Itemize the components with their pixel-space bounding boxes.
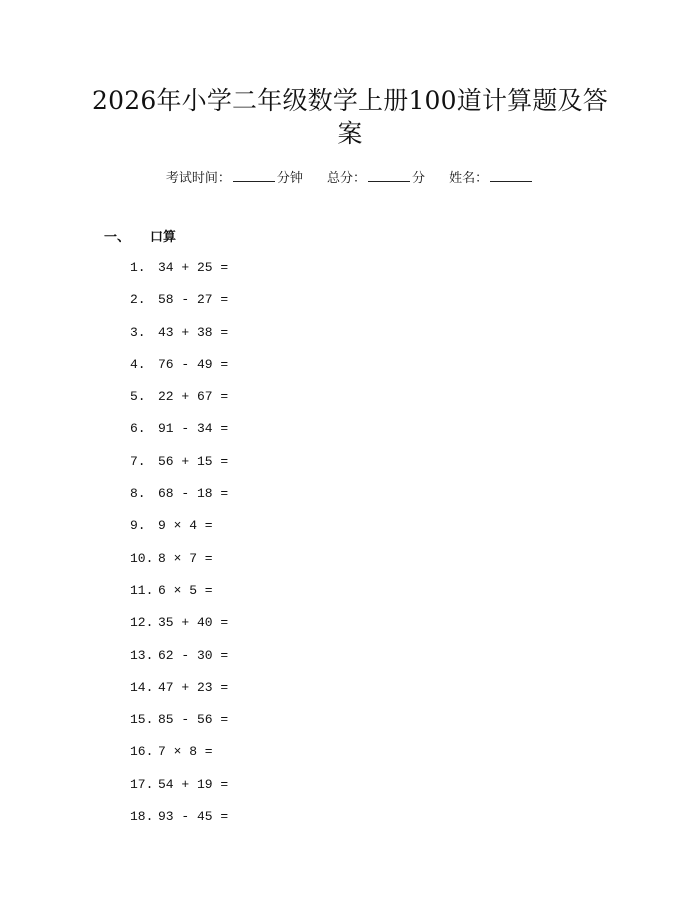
total-score-unit: 分 (412, 171, 426, 186)
problem-number: 16. (130, 744, 154, 760)
problem-expression: 76 - 49 = (158, 356, 229, 372)
problem-item (130, 808, 228, 840)
section-heading (104, 229, 176, 247)
problem-expression: 62 - 30 = (158, 647, 229, 663)
problem-item (130, 420, 228, 452)
name-field (449, 169, 534, 188)
problem-expression: 6 × 5 = (158, 582, 213, 598)
section-title: 口算 (150, 230, 177, 245)
problem-expression: 85 - 56 = (158, 712, 229, 728)
problem-expression: 54 + 19 = (158, 776, 229, 792)
problem-expression: 22 + 67 = (158, 389, 229, 405)
exam-time-field (166, 169, 303, 188)
section-number: 一、 (104, 230, 131, 245)
problem-list (130, 259, 228, 840)
problem-number: 4. (130, 356, 146, 372)
problem-number: 2. (130, 292, 146, 308)
problem-number: 14. (130, 679, 154, 695)
problem-item (130, 550, 228, 582)
exam-time-unit: 分钟 (276, 171, 303, 186)
problem-expression: 56 + 15 = (158, 453, 229, 469)
problem-expression: 68 - 18 = (158, 486, 229, 502)
exam-time-blank[interactable] (233, 169, 275, 182)
problem-item (130, 614, 228, 646)
name-blank[interactable] (490, 169, 532, 182)
total-score-label: 总分： (326, 171, 366, 186)
problem-expression: 91 - 34 = (158, 421, 229, 437)
problem-number: 1. (130, 260, 146, 275)
problem-item (130, 743, 228, 775)
problem-expression: 9 × 4 = (158, 518, 213, 534)
problem-item (130, 259, 228, 291)
problem-expression: 93 - 45 = (158, 809, 229, 825)
problem-item (130, 356, 228, 388)
problem-expression: 8 × 7 = (158, 550, 213, 566)
document-title: 2026年小学二年级数学上册100道计算题及答案 (92, 86, 608, 148)
problem-number: 13. (130, 647, 154, 663)
exam-time-label: 考试时间： (165, 171, 231, 186)
problem-expression: 7 × 8 = (158, 744, 213, 760)
problem-item (130, 485, 228, 517)
problem-expression: 34 + 25 = (158, 260, 229, 275)
problem-item (130, 324, 228, 356)
total-score-field (327, 169, 425, 188)
problem-item (130, 776, 228, 808)
problem-expression: 58 - 27 = (158, 292, 229, 308)
problem-number: 7. (130, 453, 146, 469)
problem-number: 5. (130, 389, 146, 405)
problem-number: 18. (130, 809, 154, 825)
exam-info-line (0, 169, 700, 188)
problem-number: 3. (130, 324, 146, 340)
problem-number: 17. (130, 776, 154, 792)
problem-item (130, 647, 228, 679)
problem-expression: 35 + 40 = (158, 615, 229, 631)
problem-number: 8. (130, 486, 146, 502)
problem-item (130, 291, 228, 323)
problem-expression: 47 + 23 = (158, 679, 229, 695)
problem-item (130, 453, 228, 485)
problem-number: 11. (130, 582, 154, 598)
problem-expression: 43 + 38 = (158, 324, 229, 340)
name-label: 姓名： (449, 171, 489, 186)
problem-item (130, 582, 228, 614)
problem-item (130, 711, 228, 743)
problem-item (130, 388, 228, 420)
total-score-blank[interactable] (368, 169, 410, 182)
problem-number: 12. (130, 615, 154, 631)
problem-item (130, 679, 228, 711)
problem-number: 6. (130, 421, 146, 437)
problem-number: 15. (130, 712, 154, 728)
problem-item (130, 517, 228, 549)
problem-number: 10. (130, 550, 154, 566)
problem-number: 9. (130, 518, 146, 534)
